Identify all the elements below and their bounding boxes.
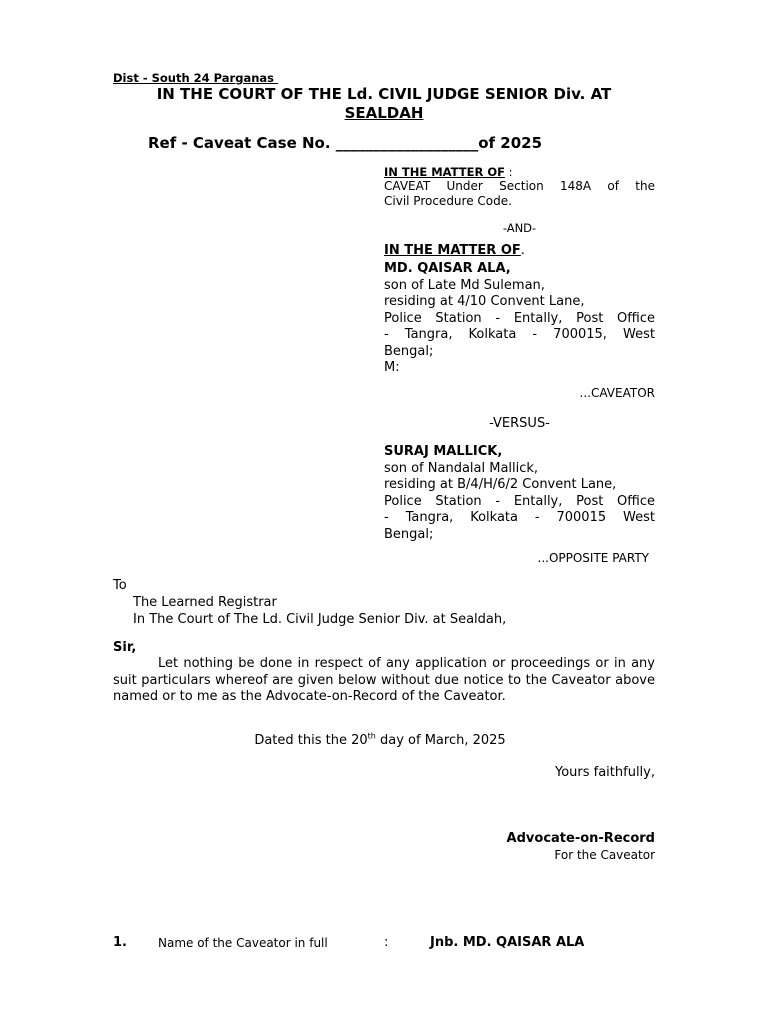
particular-label: Name of the Caveator in full	[158, 936, 328, 950]
caveator-line: - Tangra, Kolkata - 700015, West	[384, 327, 655, 342]
opposite-party-name: SURAJ MALLICK,	[384, 444, 503, 459]
caveator-role: ...CAVEATOR	[579, 386, 655, 400]
caveator-line: residing at 4/10 Convent Lane,	[384, 294, 585, 309]
dated-line	[113, 733, 647, 748]
and-separator: -AND-	[502, 221, 537, 235]
opposite-party-line: Police Station - Entally, Post Office	[384, 493, 655, 509]
matter1-heading-punct: :	[505, 165, 513, 179]
signature-title: Advocate-on-Record	[506, 831, 655, 846]
particular-number: 1.	[113, 935, 127, 950]
opposite-party-line: son of Nandalal Mallick,	[384, 460, 539, 476]
opposite-party-line: Bengal;	[384, 526, 434, 542]
addressee-line1: The Learned Registrar	[133, 595, 277, 610]
dated-ordinal: th	[367, 731, 376, 741]
matter1-body	[384, 179, 655, 209]
reference-line	[148, 134, 542, 152]
addressee-line2: In The Court of The Ld. Civil Judge Senior Div. at Sealdah,	[133, 612, 507, 627]
matter1-line2: Civil Procedure Code.	[384, 194, 512, 208]
body-paragraph: Let nothing be done in respect of any application or proceedings or in any suit particulars whereof are given below without due notice to the Caveator above named or to me as the Advocate-on-Record of the Caveator.	[113, 656, 655, 705]
opposite-party-block	[384, 444, 655, 543]
caveator-block	[384, 261, 655, 377]
matter2-heading	[384, 243, 655, 260]
caveator-line: son of Late Md Suleman,	[384, 277, 545, 293]
ref-prefix: Ref - Caveat Case No.	[148, 134, 336, 152]
court-title-line1: IN THE COURT OF THE Ld. CIVIL JUDGE SENIOR Div. AT	[156, 85, 612, 103]
ref-suffix: of 2025	[478, 134, 543, 152]
district-label: Dist - South 24 Parganas	[113, 71, 279, 85]
matter2-heading-text: IN THE MATTER OF	[384, 243, 521, 258]
court-title-line2: SEALDAH	[344, 104, 424, 122]
signature-subtitle: For the Caveator	[554, 848, 655, 862]
ref-case-number-blank: ___________________	[335, 134, 479, 152]
particular-colon: :	[384, 935, 389, 950]
matter1-line1: CAVEAT Under Section 148A of the	[384, 179, 655, 193]
dated-prefix: Dated this the 20	[254, 733, 368, 748]
matter2-heading-punct: .	[520, 243, 525, 258]
caveator-line: Bengal;	[384, 343, 434, 359]
salutation: Sir,	[113, 640, 137, 655]
caveator-name: MD. QAISAR ALA,	[384, 261, 511, 276]
dated-suffix: day of March, 2025	[375, 733, 506, 748]
court-title	[100, 85, 668, 123]
addressee-block	[113, 577, 506, 628]
particular-value: Jnb. MD. QAISAR ALA	[430, 935, 585, 950]
opposite-party-line: residing at B/4/H/6/2 Convent Lane,	[384, 477, 617, 492]
opposite-party-role: ...OPPOSITE PARTY	[537, 551, 649, 565]
caveator-line: Police Station - Entally, Post Office	[384, 310, 655, 326]
closing: Yours faithfully,	[554, 765, 655, 780]
addressee-to: To	[113, 578, 127, 593]
versus-separator: -VERSUS-	[489, 416, 550, 431]
matter1-heading-text: IN THE MATTER OF	[384, 165, 505, 179]
caveator-line: M:	[384, 360, 400, 375]
opposite-party-line: - Tangra, Kolkata - 700015 West	[384, 510, 655, 525]
